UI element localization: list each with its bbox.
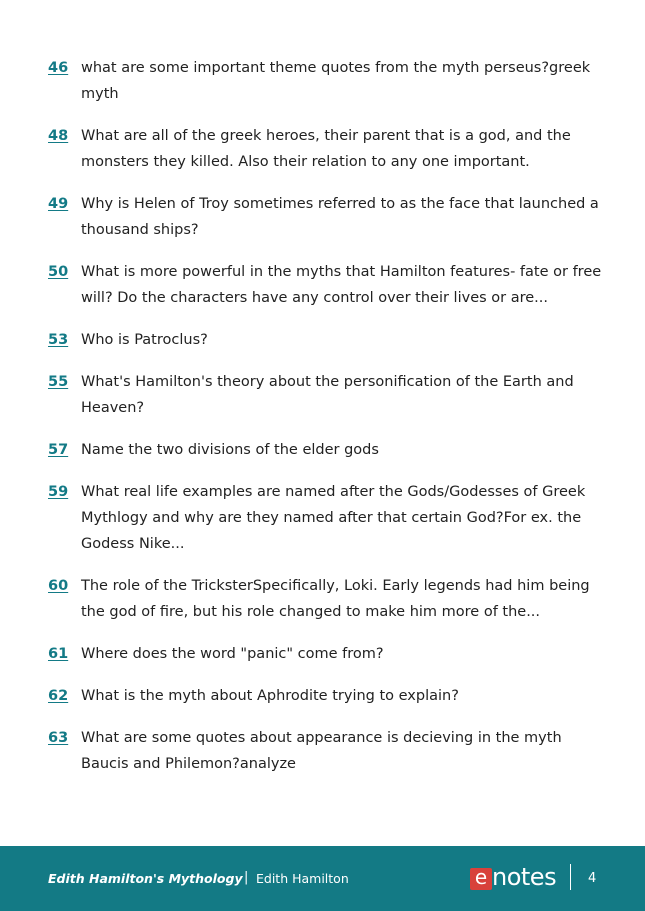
question-text: What is more powerful in the myths that Hamilton features- fate or free will? Do the characters have any control over their lives or are... <box>81 264 602 306</box>
question-number-link[interactable]: 50 <box>48 264 69 280</box>
question-item <box>48 191 608 243</box>
page-number: 4 <box>588 871 597 886</box>
question-text: What are all of the greek heroes, their parent that is a god, and the monsters they killed. Also their relation to any one important. <box>81 128 571 170</box>
question-item <box>48 259 608 311</box>
question-text: What's Hamilton's theory about the personification of the Earth and Heaven? <box>81 374 574 416</box>
question-text: Where does the word "panic" come from? <box>81 646 384 662</box>
question-text: What real life examples are named after the Gods/Godesses of Greek Mythlogy and why are they named after that certain God?For ex. the Godess Nike... <box>81 484 586 552</box>
question-text: Why is Helen of Troy sometimes referred to as the face that launched a thousand ships? <box>81 196 599 238</box>
question-text: What are some quotes about appearance is decieving in the myth Baucis and Philemon?analyze <box>81 730 562 772</box>
question-text: Who is Patroclus? <box>81 332 208 348</box>
question-text: Name the two divisions of the elder gods <box>81 442 379 458</box>
enotes-logo-e: e <box>470 868 492 890</box>
footer-separator: | <box>244 870 249 885</box>
enotes-logo-notes: notes <box>492 863 557 891</box>
question-number-link[interactable]: 49 <box>48 196 69 212</box>
question-item <box>48 55 608 107</box>
footer-divider <box>570 864 571 890</box>
question-number-link[interactable]: 62 <box>48 688 69 704</box>
question-number-link[interactable]: 48 <box>48 128 69 144</box>
question-list <box>48 55 608 793</box>
question-item <box>48 573 608 625</box>
question-number-link[interactable]: 63 <box>48 730 69 746</box>
question-item <box>48 123 608 175</box>
question-item <box>48 683 608 709</box>
question-item <box>48 725 608 777</box>
question-number-link[interactable]: 55 <box>48 374 69 390</box>
question-number-link[interactable]: 60 <box>48 578 69 594</box>
question-number-link[interactable]: 57 <box>48 442 69 458</box>
question-text: What is the myth about Aphrodite trying to explain? <box>81 688 459 704</box>
question-item <box>48 369 608 421</box>
page-footer <box>0 846 645 911</box>
question-number-link[interactable]: 61 <box>48 646 69 662</box>
question-number-link[interactable]: 53 <box>48 332 69 348</box>
question-text: what are some important theme quotes from the myth perseus?greek myth <box>81 60 591 102</box>
question-item <box>48 479 608 557</box>
book-title: Edith Hamilton's Mythology <box>48 871 243 886</box>
question-item <box>48 437 608 463</box>
question-item <box>48 641 608 667</box>
question-item <box>48 327 608 353</box>
question-number-link[interactable]: 46 <box>48 60 69 76</box>
author-name: Edith Hamilton <box>256 871 349 886</box>
question-text: The role of the TricksterSpecifically, Loki. Early legends had him being the god of fire, but his role changed to make him more of the... <box>81 578 590 620</box>
question-number-link[interactable]: 59 <box>48 484 69 500</box>
